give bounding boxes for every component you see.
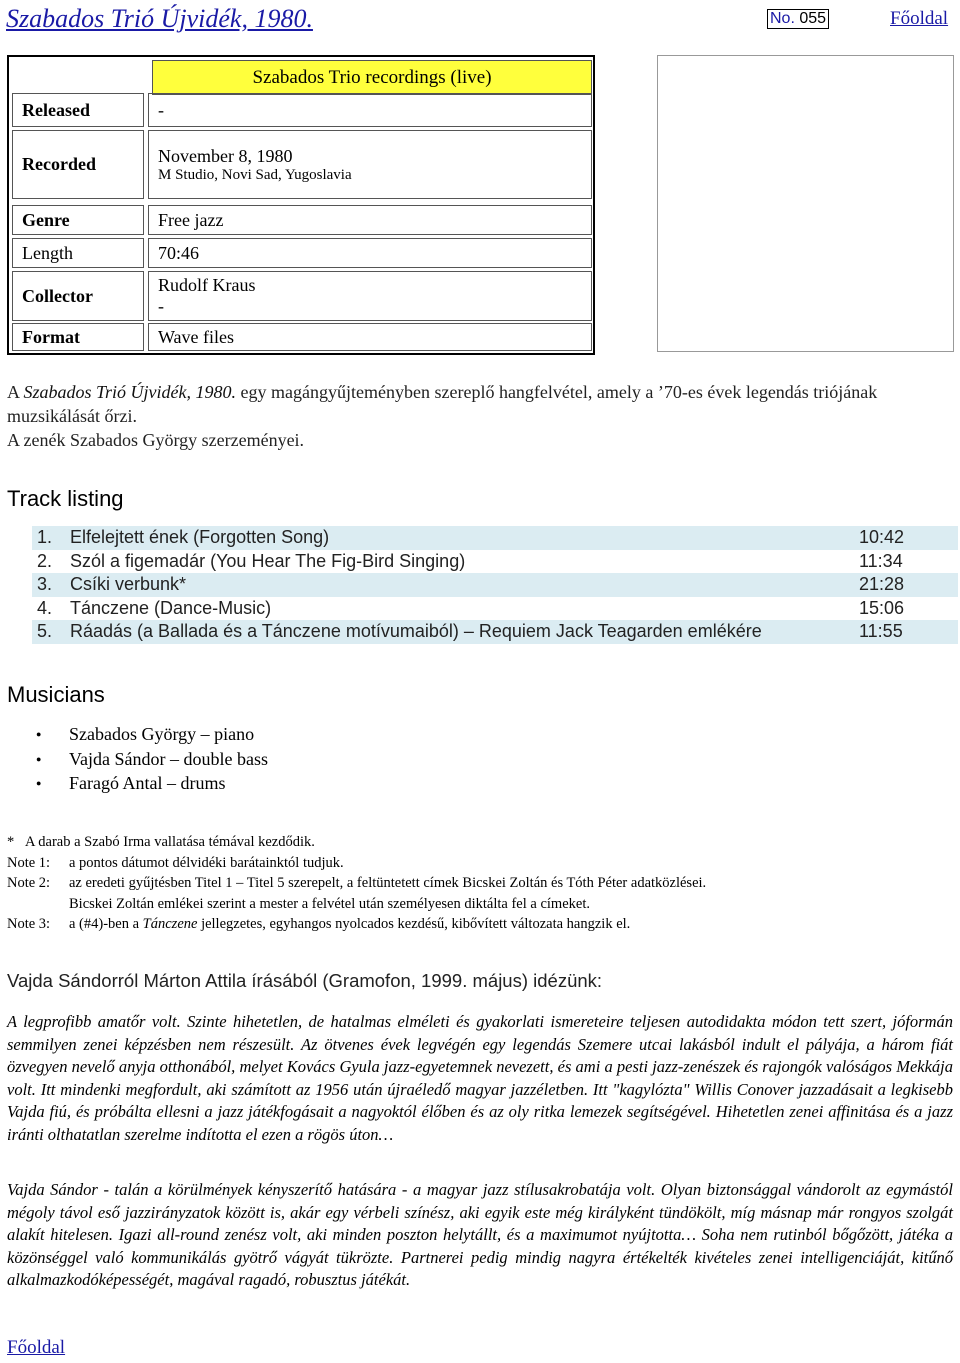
track-duration: 15:06 bbox=[859, 597, 905, 618]
quote-paragraph-2: Vajda Sándor - talán a körülmények kényszerítő hatására - a magyar jazz stílusakrobatája volt. Olyan biztonsággal vándorolt az egymástól mégoly távol eső jazzirányzatok között is, akár egy vérbeli színész, aki egyik este még királyként tündökölt, míg másnap már rongyos szolgát alakít hitelesen. Igazi all-round zenész volt, aki minden poszton helytállt, és a maximumot nyújtotta… Soha nem rutinból bőgőzött, játéka a közönséggel való kommunikálás gyötrő vágyát tükrözte. Partnerei pedig mindig nagyra értékelték kivételes zenei intelligenciáját, kitűnő alkalmazkodóképességét, magával ragadó, robusztus játékát. bbox=[7, 1180, 953, 1289]
quote-heading: Vajda Sándorról Márton Attila írásából (Gramofon, 1999. május) idézünk: bbox=[7, 970, 603, 991]
note-label: Note 3: bbox=[7, 916, 51, 932]
collector-extra: - bbox=[158, 296, 164, 316]
track-duration: 11:55 bbox=[859, 621, 903, 641]
format-value: Wave files bbox=[158, 326, 235, 347]
note-label: * bbox=[7, 834, 15, 850]
released-label: Released bbox=[12, 93, 144, 127]
info-table bbox=[7, 55, 595, 355]
track-number: 5. bbox=[37, 621, 53, 641]
recorded-label: Recorded bbox=[12, 130, 144, 199]
track-row bbox=[32, 526, 958, 550]
recorded-cell bbox=[148, 130, 592, 199]
collector-label: Collector bbox=[12, 271, 144, 321]
track-name: Szól a figemadár (You Hear The Fig-Bird Singing) bbox=[70, 550, 466, 571]
released-value: - bbox=[158, 99, 164, 120]
length-cell bbox=[148, 238, 592, 268]
track-number: 1. bbox=[37, 527, 53, 547]
track-listing-heading: Track listing bbox=[7, 486, 124, 511]
intro-a: A bbox=[7, 382, 24, 402]
track-duration: 11:34 bbox=[859, 550, 903, 571]
page-title: Szabados Trió Újvidék, 1980. bbox=[6, 4, 313, 33]
format-cell bbox=[148, 323, 592, 351]
note-label: Note 1: bbox=[7, 854, 51, 871]
note-text-a: a (#4)-ben a bbox=[69, 916, 143, 932]
track-name: Csíki verbunk* bbox=[70, 574, 187, 594]
track-number: 3. bbox=[37, 574, 53, 594]
musician-item: ● Faragó Antal – drums bbox=[36, 771, 268, 796]
note-text-b: jellegzetes, egyhangos nyolcados kezdésű, kibővített változata hangzik el. bbox=[197, 916, 631, 932]
track-name: Elfelejtett ének (Forgotten Song) bbox=[70, 527, 330, 547]
quote-paragraph-1: A legprofibb amatőr volt. Szinte hihetetlen, de hatalmas elméleti és gyakorlati ismereteire teljesen autodidakta módon tett szert, jóformán semmilyen zenei képzésben nem részesült. Az ötvenes évek legvégén egy legendás Szemere utcai lakásból indult el pályája, a három fiát özvegyen nevelő anyja otthonából, melyet Kovács Gyula jazz-egyetemnek nevezett, és ami a pesti jazz-zenészek és rajongók valóságos Mekkája volt. Itt mindenki megfordult, aki számított az 1956 után újraéledő magyar jazzéletben. Itt "kagylózta" Willis Conover jazzadásait a legkisebb Vajda fiú, és próbálta ellesni a jazz játékfogásait a nagyoktól élőben és az oly ritka lemezek segítségével. Hihetetlen zenei affinitása és a jazz iránti olthatatlan szerelme indította el ezen a rögös úton… bbox=[7, 1012, 953, 1144]
intro-rest: egy magángyűjteményben szereplő hangfelvétel, amely a ’70-es évek legendás triójának muzsikálását őrzi. bbox=[7, 382, 878, 426]
intro-line2: A zenék Szabados György szerzeményei. bbox=[7, 430, 305, 450]
length-label: Length bbox=[12, 238, 144, 268]
format-label: Format bbox=[12, 323, 144, 351]
musicians-list bbox=[36, 722, 268, 796]
record-number-value: 055 bbox=[799, 10, 827, 27]
record-number bbox=[767, 9, 829, 29]
musician-item: ● Szabados György – piano bbox=[36, 722, 268, 747]
track-row bbox=[32, 597, 958, 621]
track-duration: 10:42 bbox=[859, 527, 905, 547]
collector-cell bbox=[148, 271, 592, 321]
track-row bbox=[32, 550, 958, 574]
track-duration: 21:28 bbox=[859, 574, 905, 594]
note-text: Bicskei Zoltán emlékei szerint a mester a felvétel után személyesen diktálta fel a címeket. bbox=[69, 895, 590, 912]
genre-value: Free jazz bbox=[158, 209, 224, 230]
home-link-top[interactable]: Főoldal bbox=[890, 8, 949, 29]
info-heading: Szabados Trio recordings (live) bbox=[152, 60, 592, 95]
musicians-heading: Musicians bbox=[7, 682, 105, 707]
intro-title: Szabados Trió Újvidék, 1980. bbox=[23, 382, 237, 402]
track-name: Tánczene (Dance-Music) bbox=[70, 597, 272, 618]
note-text-italic: Tánczene bbox=[142, 916, 198, 932]
collector-value: Rudolf Kraus bbox=[158, 275, 256, 295]
cover-image-placeholder bbox=[657, 55, 954, 352]
note-text bbox=[69, 914, 630, 935]
recorded-place: M Studio, Novi Sad, Yugoslavia bbox=[158, 166, 352, 183]
released-cell bbox=[148, 93, 592, 127]
track-row bbox=[32, 620, 958, 644]
track-row bbox=[32, 573, 958, 597]
note-text: a pontos dátumot délvidéki barátainktól tudjuk. bbox=[69, 854, 344, 871]
note-label: Note 2: bbox=[7, 875, 51, 891]
home-link-bottom[interactable]: Főoldal bbox=[7, 1337, 66, 1358]
genre-label: Genre bbox=[12, 205, 144, 235]
genre-cell bbox=[148, 205, 592, 235]
length-value: 70:46 bbox=[158, 242, 200, 263]
record-number-label: No. bbox=[770, 10, 795, 27]
track-number: 2. bbox=[37, 550, 53, 571]
note-text: az eredeti gyűjtésben Titel 1 – Titel 5 szerepelt, a feltüntetett címek Bicskei Zoltán és Tóth Péter adatközlései. bbox=[69, 875, 707, 891]
musician-item: ● Vajda Sándor – double bass bbox=[36, 747, 268, 772]
track-number: 4. bbox=[37, 597, 53, 618]
track-list bbox=[32, 526, 958, 644]
intro-text bbox=[7, 380, 947, 452]
track-name: Ráadás (a Ballada és a Tánczene motívumaiból) – Requiem Jack Teagarden emlékére bbox=[70, 621, 762, 641]
recorded-date: November 8, 1980 bbox=[158, 145, 293, 166]
note-text: A darab a Szabó Irma vallatása témával kezdődik. bbox=[25, 834, 315, 850]
